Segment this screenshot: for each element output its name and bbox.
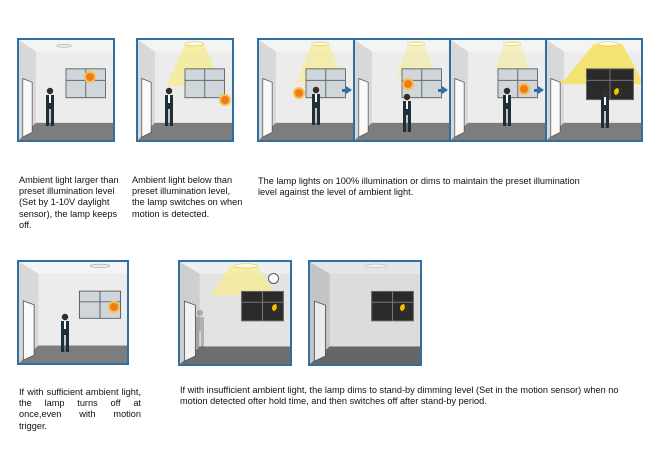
scene-panel-7 <box>17 260 129 365</box>
moon-icon <box>400 304 408 312</box>
person-icon <box>43 87 57 127</box>
scene-panel-2 <box>136 38 234 142</box>
person-icon <box>162 87 176 127</box>
person-icon <box>500 86 514 128</box>
caption-insufficient-ambient: If with insufficient ambient light, the lamp dims to stand-by dimming level (Set in the motion sensor) when no motion detected ofter hold time, and then switches off after stand-by period. <box>180 385 619 407</box>
caption-sufficient-ambient: If with sufficient ambient light, the lamp turns off at once,even with motion trigger. <box>19 387 141 431</box>
person-icon <box>309 85 323 127</box>
person-icon <box>400 92 414 134</box>
scene-panel-9 <box>308 260 422 366</box>
clock-icon <box>268 273 279 284</box>
arrow-right-icon <box>346 86 352 94</box>
moon-icon <box>272 304 280 312</box>
arrow-right-icon <box>538 86 544 94</box>
scene-panel-6 <box>545 38 643 142</box>
caption-ambient-below: Ambient light below than preset illumination level, the lamp switches on when motion is detected. <box>132 175 243 219</box>
sun-icon <box>295 89 303 97</box>
arrow-right-icon <box>442 86 448 94</box>
person-icon <box>598 88 612 130</box>
sun-icon <box>221 96 229 104</box>
moon-icon <box>614 88 622 96</box>
scene-panel-3 <box>257 38 355 142</box>
sun-icon <box>110 303 118 311</box>
scene-panel-1 <box>17 38 115 142</box>
sun-icon <box>520 85 528 93</box>
sun-icon <box>404 80 412 88</box>
scene-panel-5 <box>449 38 547 142</box>
person-icon <box>58 310 72 356</box>
caption-dimming: The lamp lights on 100% illumination or dims to maintain the preset illumination level against the level of ambient light. <box>258 176 580 198</box>
sun-icon <box>86 73 94 81</box>
person-icon <box>193 306 207 352</box>
caption-ambient-above: Ambient light larger than preset illumination level (Set by 1-10V daylight sensor), the lamp keeps off. <box>19 175 119 230</box>
